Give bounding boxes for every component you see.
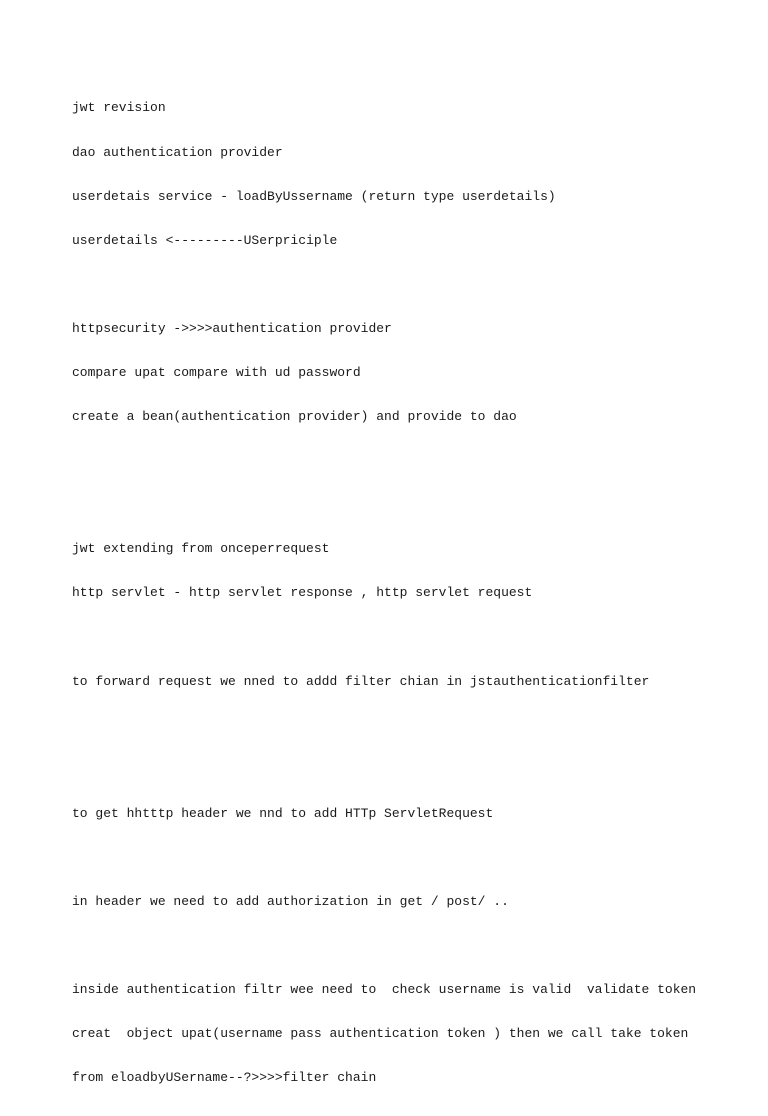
note-line: jwt revision — [72, 100, 166, 116]
note-line: to forward request we nned to addd filter chian in jstauthenticationfilter — [72, 673, 650, 689]
note-line: creat object upat(username pass authentication token ) then we call take token — [72, 1026, 689, 1042]
blank-line — [72, 454, 752, 469]
note-line: userdetails <---------USerpriciple — [72, 232, 338, 248]
note-line: dao authentication provider — [72, 144, 283, 160]
note-line: inside authentication filtr wee need to check username is valid validate token — [72, 982, 697, 998]
blank-line — [72, 763, 752, 778]
note-line: to get hhtttp header we nnd to add HTTp ServletRequest — [72, 805, 494, 821]
blank-line — [72, 631, 752, 646]
note-line: http servlet - http servlet response , http servlet request — [72, 585, 533, 601]
note-line: userdetais service - loadByUssername (return type userdetails) — [72, 188, 556, 204]
blank-line — [72, 278, 752, 293]
blank-line — [72, 939, 752, 954]
note-line: from eloadbyUSername--?>>>>filter chain — [72, 1070, 377, 1086]
notes-text — [72, 72, 752, 1116]
note-line: compare upat compare with ud password — [72, 364, 361, 380]
note-line: jwt extending from onceperrequest — [72, 541, 330, 557]
note-line: create a bean(authentication provider) and provide to dao — [72, 409, 517, 425]
note-line: in header we need to add authorization in get / post/ .. — [72, 894, 509, 910]
blank-line — [72, 719, 752, 734]
note-line: httpsecurity ->>>>authentication provider — [72, 320, 392, 336]
blank-line — [72, 851, 752, 866]
blank-line — [72, 498, 752, 513]
